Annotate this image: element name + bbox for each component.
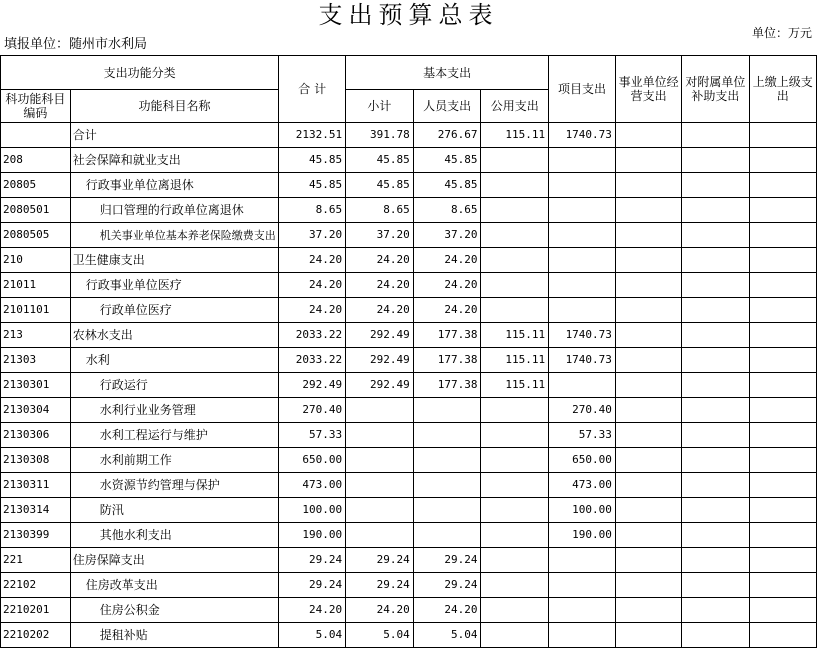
cell-name	[70, 373, 279, 398]
cell-subtotal: 29.24	[346, 548, 414, 573]
cell-name	[70, 223, 279, 248]
cell-subsidy	[682, 548, 749, 573]
cell-name	[70, 148, 279, 173]
header-subtotal: 小计	[346, 90, 414, 123]
cell-upper	[749, 173, 816, 198]
cell-subtotal: 292.49	[346, 348, 414, 373]
cell-project	[549, 198, 616, 223]
cell-name	[70, 598, 279, 623]
cell-name-text: 农林水支出	[72, 328, 133, 342]
cell-business	[615, 348, 681, 373]
table-row	[1, 173, 817, 198]
cell-subsidy	[682, 323, 749, 348]
cell-subtotal: 37.20	[346, 223, 414, 248]
cell-name-text: 行政事业单位医疗	[85, 278, 182, 292]
money-unit: 单位：万元	[752, 26, 813, 40]
cell-upper	[749, 448, 816, 473]
cell-business	[615, 448, 681, 473]
cell-public: 115.11	[481, 373, 549, 398]
cell-business	[615, 273, 681, 298]
cell-subtotal: 24.20	[346, 298, 414, 323]
cell-project: 650.00	[549, 448, 616, 473]
cell-project	[549, 573, 616, 598]
page-title: 支出预算总表	[318, 1, 499, 29]
cell-public	[481, 148, 549, 173]
cell-total: 650.00	[279, 448, 346, 473]
cell-subsidy	[682, 273, 749, 298]
cell-personnel: 37.20	[413, 223, 481, 248]
cell-project	[549, 548, 616, 573]
cell-public	[481, 623, 549, 648]
cell-business	[615, 123, 681, 148]
cell-subsidy	[682, 123, 749, 148]
cell-subsidy	[682, 298, 749, 323]
table-row	[1, 323, 817, 348]
cell-subtotal	[346, 498, 414, 523]
cell-subsidy	[682, 523, 749, 548]
cell-project: 1740.73	[549, 348, 616, 373]
cell-upper	[749, 473, 816, 498]
table-row	[1, 373, 817, 398]
cell-public	[481, 523, 549, 548]
cell-upper	[749, 523, 816, 548]
table-row	[1, 573, 817, 598]
cell-code	[1, 123, 71, 148]
cell-code: 210	[1, 248, 71, 273]
cell-code: 2130301	[1, 373, 71, 398]
cell-subsidy	[682, 223, 749, 248]
cell-business	[615, 398, 681, 423]
cell-total: 57.33	[279, 423, 346, 448]
cell-code: 221	[1, 548, 71, 573]
cell-total: 292.49	[279, 373, 346, 398]
cell-personnel: 177.38	[413, 323, 481, 348]
cell-personnel	[413, 398, 481, 423]
header-subsidy: 对附属单位补助支出	[682, 56, 749, 123]
cell-code: 2101101	[1, 298, 71, 323]
cell-upper	[749, 548, 816, 573]
cell-business	[615, 548, 681, 573]
cell-name-text: 住房保障支出	[72, 553, 145, 567]
cell-total: 100.00	[279, 498, 346, 523]
cell-code: 213	[1, 323, 71, 348]
cell-personnel: 177.38	[413, 348, 481, 373]
cell-personnel: 24.20	[413, 298, 481, 323]
cell-name-text: 合计	[72, 128, 97, 142]
cell-name-text: 水利行业业务管理	[99, 403, 196, 417]
cell-subtotal: 391.78	[346, 123, 414, 148]
cell-total: 29.24	[279, 548, 346, 573]
cell-name-text: 提租补贴	[99, 628, 148, 642]
cell-name-text: 水利工程运行与维护	[99, 428, 208, 442]
cell-name-text: 行政事业单位离退休	[85, 178, 194, 192]
table-row	[1, 398, 817, 423]
cell-total: 5.04	[279, 623, 346, 648]
table-row	[1, 148, 817, 173]
cell-project: 100.00	[549, 498, 616, 523]
table-row	[1, 548, 817, 573]
cell-name-text: 归口管理的行政单位离退休	[99, 203, 244, 217]
cell-name	[70, 423, 279, 448]
table-row	[1, 423, 817, 448]
cell-public	[481, 298, 549, 323]
table-row	[1, 123, 817, 148]
header-project: 项目支出	[549, 56, 616, 123]
header-total: 合 计	[279, 56, 346, 123]
cell-subsidy	[682, 448, 749, 473]
cell-name	[70, 248, 279, 273]
cell-project	[549, 373, 616, 398]
cell-upper	[749, 323, 816, 348]
cell-project	[549, 148, 616, 173]
cell-business	[615, 198, 681, 223]
header-category-group: 支出功能分类	[1, 56, 279, 90]
header-code: 科功能科目编码	[1, 90, 71, 123]
cell-business	[615, 298, 681, 323]
cell-upper	[749, 423, 816, 448]
cell-name	[70, 173, 279, 198]
cell-code: 22102	[1, 573, 71, 598]
cell-subtotal: 29.24	[346, 573, 414, 598]
cell-subtotal: 24.20	[346, 248, 414, 273]
cell-code: 21303	[1, 348, 71, 373]
cell-subsidy	[682, 498, 749, 523]
cell-subsidy	[682, 348, 749, 373]
table-row	[1, 198, 817, 223]
cell-subtotal: 24.20	[346, 598, 414, 623]
cell-name	[70, 623, 279, 648]
cell-total: 24.20	[279, 248, 346, 273]
cell-code: 20805	[1, 173, 71, 198]
header-public: 公用支出	[481, 90, 549, 123]
cell-total: 8.65	[279, 198, 346, 223]
cell-upper	[749, 273, 816, 298]
cell-name	[70, 323, 279, 348]
cell-project	[549, 623, 616, 648]
cell-upper	[749, 398, 816, 423]
cell-project: 1740.73	[549, 123, 616, 148]
cell-business	[615, 223, 681, 248]
cell-personnel: 5.04	[413, 623, 481, 648]
cell-upper	[749, 248, 816, 273]
cell-subtotal: 24.20	[346, 273, 414, 298]
table-row	[1, 223, 817, 248]
table-row	[1, 598, 817, 623]
cell-subsidy	[682, 173, 749, 198]
cell-business	[615, 423, 681, 448]
cell-upper	[749, 148, 816, 173]
cell-public	[481, 498, 549, 523]
cell-total: 24.20	[279, 298, 346, 323]
cell-personnel: 8.65	[413, 198, 481, 223]
cell-business	[615, 473, 681, 498]
cell-name-text: 住房改革支出	[85, 578, 158, 592]
cell-personnel	[413, 448, 481, 473]
table-row	[1, 473, 817, 498]
cell-subsidy	[682, 623, 749, 648]
cell-name	[70, 198, 279, 223]
cell-public: 115.11	[481, 123, 549, 148]
cell-business	[615, 598, 681, 623]
reporting-unit: 填报单位：随州市水利局	[4, 37, 148, 52]
cell-total: 473.00	[279, 473, 346, 498]
cell-code: 2210201	[1, 598, 71, 623]
cell-subsidy	[682, 198, 749, 223]
cell-personnel: 45.85	[413, 173, 481, 198]
cell-business	[615, 523, 681, 548]
cell-upper	[749, 223, 816, 248]
cell-business	[615, 498, 681, 523]
cell-public	[481, 198, 549, 223]
cell-upper	[749, 573, 816, 598]
cell-total: 24.20	[279, 598, 346, 623]
cell-name	[70, 473, 279, 498]
cell-upper	[749, 123, 816, 148]
cell-upper	[749, 598, 816, 623]
cell-total: 29.24	[279, 573, 346, 598]
cell-subtotal	[346, 523, 414, 548]
cell-personnel: 45.85	[413, 148, 481, 173]
cell-subsidy	[682, 148, 749, 173]
cell-personnel	[413, 423, 481, 448]
cell-project	[549, 598, 616, 623]
cell-subsidy	[682, 473, 749, 498]
cell-subtotal: 45.85	[346, 148, 414, 173]
cell-upper	[749, 198, 816, 223]
header-business: 事业单位经营支出	[615, 56, 681, 123]
table-body	[1, 123, 817, 648]
cell-project: 473.00	[549, 473, 616, 498]
cell-code: 2130304	[1, 398, 71, 423]
cell-public	[481, 598, 549, 623]
cell-code: 21011	[1, 273, 71, 298]
cell-business	[615, 623, 681, 648]
cell-public	[481, 173, 549, 198]
cell-project: 1740.73	[549, 323, 616, 348]
cell-project	[549, 223, 616, 248]
cell-code: 2080501	[1, 198, 71, 223]
header-basic-group: 基本支出	[346, 56, 549, 90]
table-row	[1, 498, 817, 523]
cell-code: 2080505	[1, 223, 71, 248]
table-row	[1, 523, 817, 548]
cell-business	[615, 573, 681, 598]
cell-upper	[749, 373, 816, 398]
cell-subtotal: 45.85	[346, 173, 414, 198]
cell-public	[481, 448, 549, 473]
table-row	[1, 448, 817, 473]
table-row	[1, 348, 817, 373]
cell-name-text: 水资源节约管理与保护	[99, 478, 220, 492]
cell-public: 115.11	[481, 348, 549, 373]
cell-personnel: 24.20	[413, 248, 481, 273]
cell-name-text: 住房公积金	[99, 603, 160, 617]
cell-project	[549, 248, 616, 273]
cell-name-text: 行政运行	[99, 378, 148, 392]
cell-name-text: 社会保障和就业支出	[72, 153, 181, 167]
cell-upper	[749, 623, 816, 648]
cell-total: 45.85	[279, 148, 346, 173]
cell-name	[70, 398, 279, 423]
cell-public	[481, 248, 549, 273]
cell-personnel: 29.24	[413, 548, 481, 573]
cell-personnel	[413, 473, 481, 498]
cell-subtotal	[346, 448, 414, 473]
cell-project	[549, 273, 616, 298]
cell-total: 2132.51	[279, 123, 346, 148]
cell-total: 24.20	[279, 273, 346, 298]
cell-personnel	[413, 523, 481, 548]
cell-name	[70, 523, 279, 548]
table-row	[1, 298, 817, 323]
cell-upper	[749, 498, 816, 523]
cell-code: 2130314	[1, 498, 71, 523]
cell-total: 2033.22	[279, 348, 346, 373]
cell-personnel: 24.20	[413, 273, 481, 298]
cell-name-text: 卫生健康支出	[72, 253, 145, 267]
cell-project: 57.33	[549, 423, 616, 448]
cell-name	[70, 448, 279, 473]
cell-total: 270.40	[279, 398, 346, 423]
cell-subtotal: 8.65	[346, 198, 414, 223]
cell-personnel: 177.38	[413, 373, 481, 398]
budget-table	[0, 55, 817, 648]
table-row	[1, 623, 817, 648]
cell-name-text: 水利	[85, 353, 110, 367]
header-upper: 上缴上级支出	[749, 56, 816, 123]
cell-public: 115.11	[481, 323, 549, 348]
cell-name	[70, 498, 279, 523]
cell-code: 2130399	[1, 523, 71, 548]
cell-code: 2130308	[1, 448, 71, 473]
cell-subtotal	[346, 398, 414, 423]
cell-personnel: 276.67	[413, 123, 481, 148]
cell-subsidy	[682, 373, 749, 398]
cell-upper	[749, 348, 816, 373]
cell-name	[70, 548, 279, 573]
cell-public	[481, 573, 549, 598]
cell-name	[70, 573, 279, 598]
cell-business	[615, 373, 681, 398]
cell-public	[481, 223, 549, 248]
cell-name	[70, 298, 279, 323]
cell-subsidy	[682, 248, 749, 273]
cell-name-text: 行政单位医疗	[99, 303, 172, 317]
cell-subsidy	[682, 423, 749, 448]
cell-subtotal: 292.49	[346, 373, 414, 398]
cell-project	[549, 173, 616, 198]
cell-public	[481, 398, 549, 423]
cell-subsidy	[682, 573, 749, 598]
cell-name	[70, 348, 279, 373]
cell-code: 2210202	[1, 623, 71, 648]
cell-public	[481, 273, 549, 298]
table-row	[1, 248, 817, 273]
table-row	[1, 273, 817, 298]
cell-code: 2130306	[1, 423, 71, 448]
cell-subtotal: 5.04	[346, 623, 414, 648]
cell-code: 2130311	[1, 473, 71, 498]
cell-total: 37.20	[279, 223, 346, 248]
cell-total: 45.85	[279, 173, 346, 198]
cell-subtotal	[346, 473, 414, 498]
cell-total: 190.00	[279, 523, 346, 548]
cell-business	[615, 173, 681, 198]
cell-subtotal	[346, 423, 414, 448]
cell-total: 2033.22	[279, 323, 346, 348]
header-name: 功能科目名称	[70, 90, 279, 123]
cell-personnel: 24.20	[413, 598, 481, 623]
cell-name-text: 防汛	[99, 503, 124, 517]
cell-subsidy	[682, 598, 749, 623]
cell-name	[70, 273, 279, 298]
cell-personnel: 29.24	[413, 573, 481, 598]
cell-business	[615, 323, 681, 348]
cell-public	[481, 473, 549, 498]
cell-project: 190.00	[549, 523, 616, 548]
cell-business	[615, 148, 681, 173]
cell-subtotal: 292.49	[346, 323, 414, 348]
cell-name	[70, 123, 279, 148]
cell-business	[615, 248, 681, 273]
cell-subsidy	[682, 398, 749, 423]
cell-personnel	[413, 498, 481, 523]
cell-project: 270.40	[549, 398, 616, 423]
cell-project	[549, 298, 616, 323]
cell-public	[481, 423, 549, 448]
cell-code: 208	[1, 148, 71, 173]
cell-name-text: 其他水利支出	[99, 528, 172, 542]
cell-name-text: 水利前期工作	[99, 453, 172, 467]
cell-public	[481, 548, 549, 573]
cell-upper	[749, 298, 816, 323]
header-personnel: 人员支出	[413, 90, 481, 123]
cell-name-text: 机关事业单位基本养老保险缴费支出	[99, 228, 276, 242]
